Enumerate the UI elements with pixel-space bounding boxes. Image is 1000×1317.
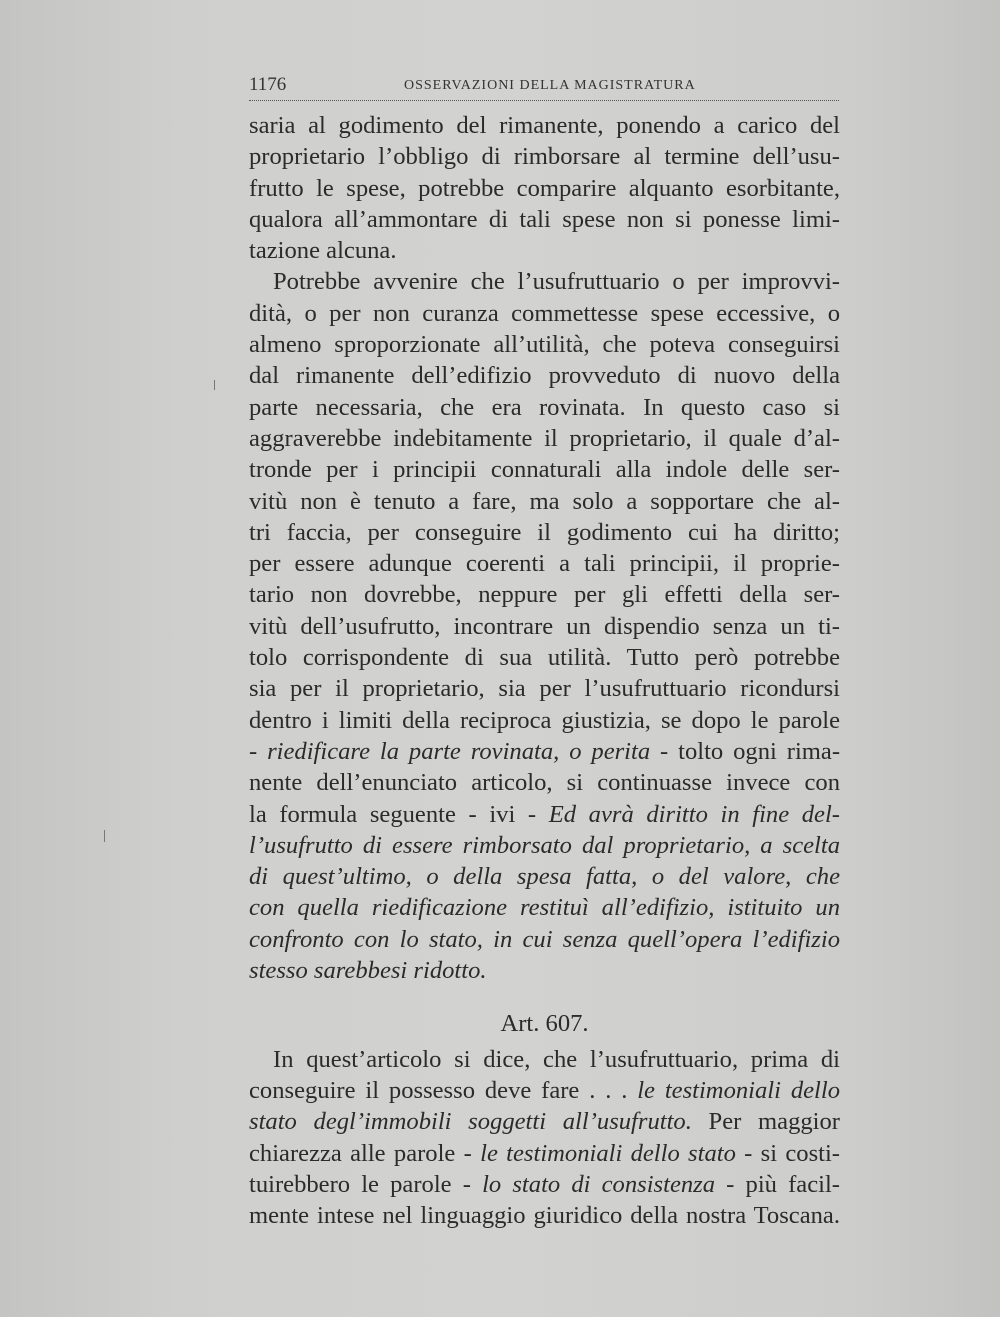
text-run: Per maggior xyxy=(691,1108,840,1136)
italic-line: confronto con lo stato, in cui senza quell’opera l’edifizio xyxy=(249,925,840,953)
italic-quote: stato degl’immobili soggetti all’usufrutto. xyxy=(249,1108,692,1136)
text-line: aggraverebbe indebitamente il proprietario, il quale d’al- xyxy=(249,424,840,452)
text-line: frutto le spese, potrebbe comparire alquanto esorbitante, xyxy=(249,174,840,202)
text-line: nente dell’enunciato articolo, si continuasse invece con xyxy=(249,769,840,797)
text-line: Potrebbe avvenire che l’usufruttuario o per improvvi- xyxy=(273,268,840,296)
text-line: tronde per i principii connaturali alla indole delle ser- xyxy=(249,456,840,484)
margin-mark xyxy=(214,380,215,390)
text-line: parte necessaria, che era rovinata. In questo caso si xyxy=(249,393,840,421)
text-line: dentro i limiti della reciproca giustizia, se dopo le parole xyxy=(249,706,840,734)
text-line: vitù dell’usufrutto, incontrare un dispendio senza un ti- xyxy=(249,612,840,640)
text-line xyxy=(249,1106,840,1137)
text-line: dal rimanente dell’edifizio provveduto di nuovo della xyxy=(249,362,840,390)
text-line: tario non dovrebbe, neppure per gli effetti della ser- xyxy=(249,581,840,609)
text-run: - più facil- xyxy=(715,1170,840,1198)
margin-mark xyxy=(104,830,105,842)
running-header xyxy=(249,72,839,102)
text-line xyxy=(249,1075,840,1106)
running-title: OSSERVAZIONI DELLA MAGISTRATURA xyxy=(404,78,696,93)
text-run: - xyxy=(249,737,268,765)
italic-quote: le testimoniali dello stato xyxy=(480,1139,736,1167)
italic-quote: le testimoniali dello xyxy=(637,1076,840,1104)
text-line: dità, o per non curanza commettesse spese eccessive, o xyxy=(249,299,840,327)
text-line: tolo corrispondente di sua utilità. Tutto però potrebbe xyxy=(249,644,840,672)
text-run: - tolto ogni rima- xyxy=(650,737,841,765)
text-line xyxy=(249,1169,840,1200)
text-line: vitù non è tenuto a fare, ma solo a sopportare che al- xyxy=(249,487,840,515)
text-line xyxy=(249,799,840,830)
italic-line: con quella riedificazione restituì all’edifizio, istituito un xyxy=(249,894,840,922)
text-line: tri faccia, per conseguire il godimento cui ha diritto; xyxy=(249,518,840,546)
text-line: qualora all’ammontare di tali spese non si ponesse limi- xyxy=(249,205,840,233)
text-line: proprietario l’obbligo di rimborsare al termine dell’usu- xyxy=(249,143,840,171)
text-run: chiarezza alle parole - xyxy=(249,1139,481,1167)
text-line: mente intese nel linguaggio giuridico della nostra Toscana. xyxy=(249,1202,840,1230)
text-line: In quest’articolo si dice, che l’usufruttuario, prima di xyxy=(273,1045,840,1073)
text-line: almeno sproporzionate all’utilità, che poteva conseguirsi xyxy=(249,331,840,359)
body-text xyxy=(249,110,840,1231)
text-line: tazione alcuna. xyxy=(249,237,397,265)
italic-line: di quest’ultimo, o della spesa fatta, o del valore, che xyxy=(249,863,840,891)
text-run: la formula seguente - ivi - xyxy=(249,800,549,828)
article-heading: Art. 607. xyxy=(500,1010,589,1038)
text-line xyxy=(249,736,840,767)
header-divider xyxy=(249,100,839,101)
text-line xyxy=(249,1138,840,1169)
italic-quote: Ed avrà diritto in fine del- xyxy=(548,800,840,828)
italic-line: stesso sarebbesi ridotto. xyxy=(249,957,487,985)
text-run: - si costi- xyxy=(735,1139,840,1167)
italic-quote: lo stato di consistenza xyxy=(482,1170,716,1198)
text-line: sia per il proprietario, sia per l’usufruttuario ricondursi xyxy=(249,675,840,703)
italic-line: l’usufrutto di essere rimborsato dal proprietario, a scelta xyxy=(249,831,840,859)
text-line: saria al godimento del rimanente, ponendo a carico del xyxy=(249,112,840,139)
italic-quote: riedificare la parte rovinata, o perita xyxy=(267,737,651,765)
page-number: 1176 xyxy=(249,74,287,95)
text-run: tuirebbero le parole - xyxy=(249,1170,483,1198)
text-run: conseguire il possesso deve fare . . . xyxy=(249,1076,638,1104)
text-line: per essere adunque coerenti a tali principii, il proprie- xyxy=(249,550,840,578)
